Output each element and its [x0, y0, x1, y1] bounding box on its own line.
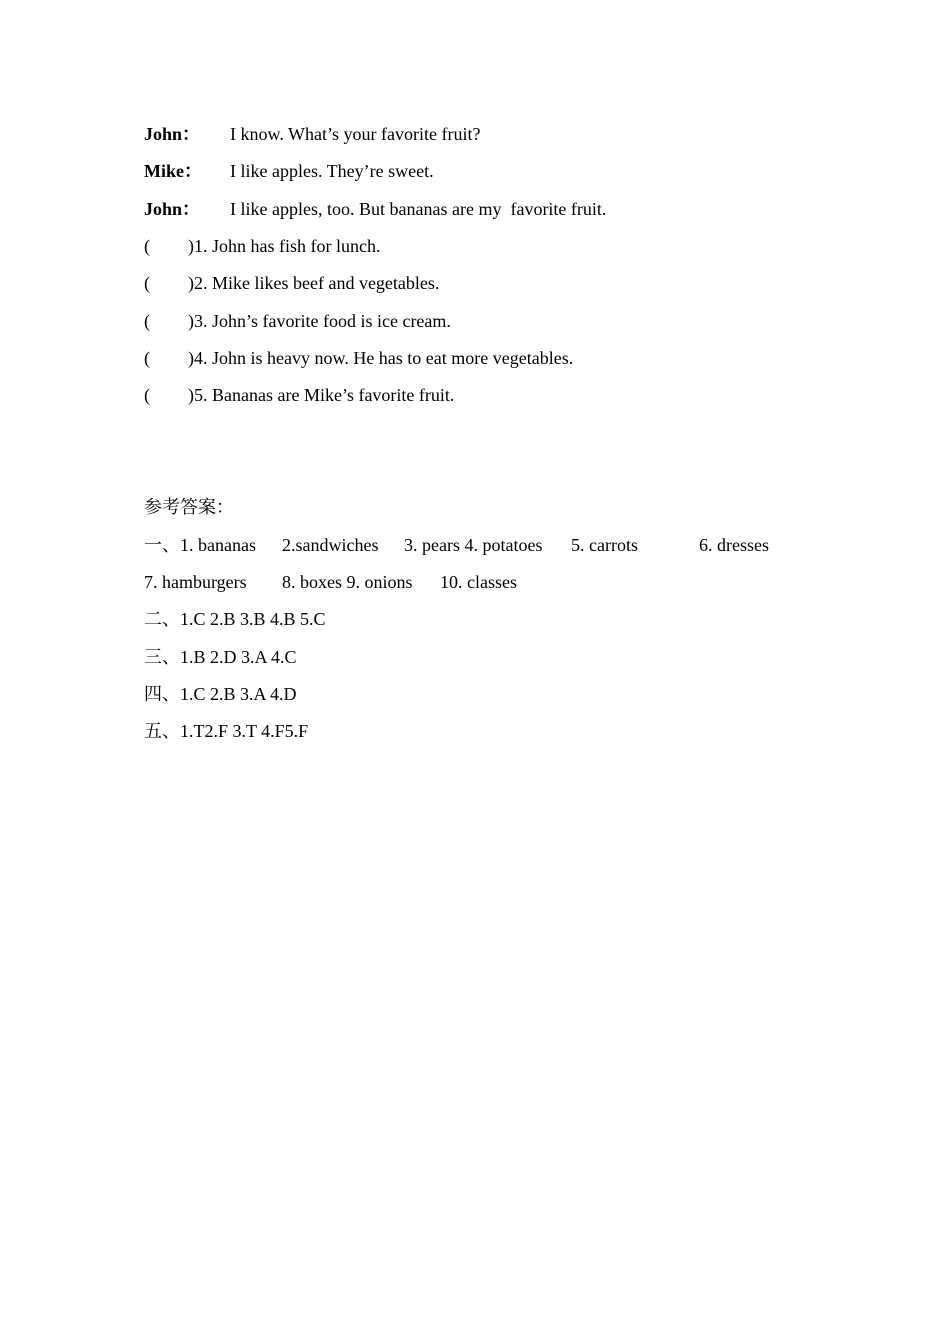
answer-item: 8. boxes 9. onions — [282, 572, 413, 592]
answer-blank-open: ( — [144, 348, 150, 368]
answer-item: 一、1. bananas — [144, 535, 256, 555]
dialogue-text: I like apples. They’re sweet. — [230, 161, 434, 181]
speaker-name: Mike — [144, 161, 184, 181]
speaker-colon: ： — [184, 161, 202, 181]
answer-blank-open: ( — [144, 311, 150, 331]
dialogue-text: I like apples, too. But bananas are my favorite fruit. — [230, 199, 607, 219]
question-text: )5. Bananas are Mike’s favorite fruit. — [188, 385, 455, 405]
answer-item: 7. hamburgers — [144, 572, 247, 592]
answer-blank-open: ( — [144, 273, 150, 293]
answer-section-2: 二、1.C 2.B 3.B 4.B 5.C — [144, 609, 326, 629]
answer-section-3: 三、1.B 2.D 3.A 4.C — [144, 647, 297, 667]
speaker-colon: ： — [182, 124, 201, 144]
question-3 — [144, 308, 451, 334]
question-4 — [144, 345, 573, 371]
answer-blank-open: ( — [144, 385, 150, 405]
question-text: )4. John is heavy now. He has to eat more vegetables. — [188, 348, 574, 368]
question-text: )2. Mike likes beef and vegetables. — [188, 273, 440, 293]
question-text: )3. John’s favorite food is ice cream. — [188, 311, 451, 331]
answer-item: 5. carrots — [571, 535, 638, 555]
dialogue-line-3 — [144, 196, 606, 222]
dialogue-text: I know. What’s your favorite fruit? — [230, 124, 481, 144]
question-text: )1. John has fish for lunch. — [188, 236, 381, 256]
answer-section-4: 四、1.C 2.B 3.A 4.D — [144, 684, 297, 704]
question-2 — [144, 270, 439, 296]
answer-key-heading: 参考答案： — [144, 497, 234, 517]
dialogue-line-2 — [144, 158, 434, 184]
answer-item: 3. pears 4. potatoes — [404, 535, 543, 555]
answer-item: 2.sandwiches — [282, 535, 379, 555]
answer-item: 10. classes — [440, 572, 517, 592]
answer-section-5: 五、1.T2.F 3.T 4.F5.F — [144, 721, 309, 741]
answer-item: 6. dresses — [699, 535, 769, 555]
question-1 — [144, 233, 380, 259]
speaker-name: John — [144, 124, 183, 144]
question-5 — [144, 382, 454, 408]
speaker-colon: ： — [182, 199, 201, 219]
speaker-name: John — [144, 199, 183, 219]
answer-blank-open: ( — [144, 236, 150, 256]
dialogue-line-1 — [144, 121, 480, 147]
